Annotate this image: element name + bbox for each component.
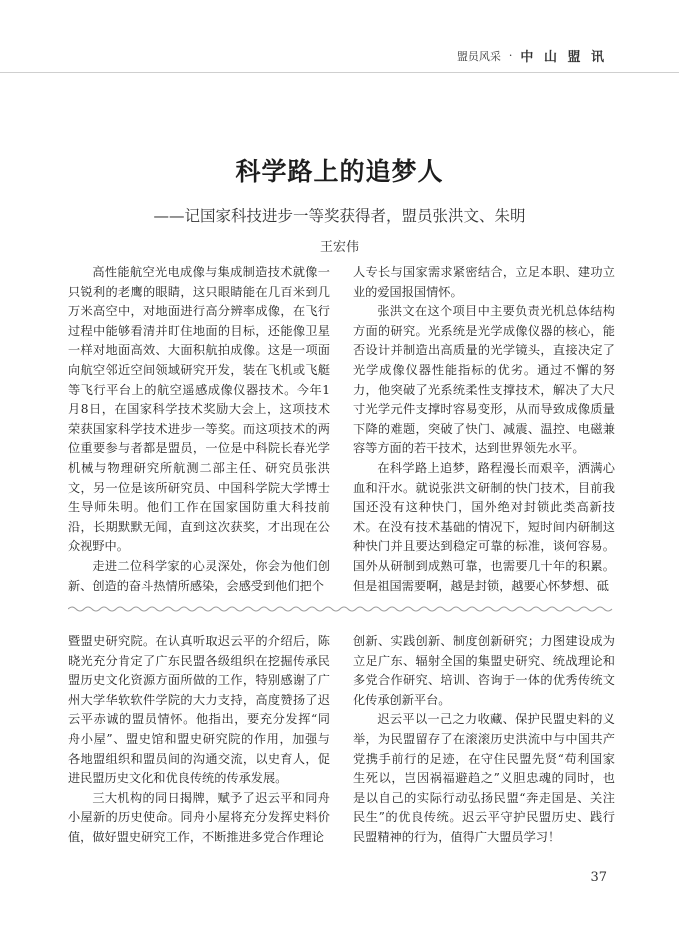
wavy-divider [68,603,613,615]
paragraph: 在科学路上追梦，路程漫长而艰辛，洒满心血和汗水。就说张洪文研制的快门技术，目前我国还没有这种快门，国外绝对封锁此类高新技术。在没有技术基础的情况下，短时间内研制这种快门并且要达到稳定可靠的标准，谈何容易。国外从研制到成熟可靠，也需要几十年的积累。但是祖国需要啊，越是封锁，越要心怀梦想、砥 [353,460,615,593]
body-column-top-right [353,263,615,596]
paragraph: 走进二位科学家的心灵深处，你会为他们创新、创造的奋斗热情所感染，会感受到他们把个 [68,558,330,593]
paragraph: 张洪文在这个项目中主要负责光机总体结构方面的研究。光系统是光学成像仪器的核心，能否设计并制造出高质量的光学镜头，直接决定了光学成像仪器性能指标的优劣。通过不懈的努力，他突破了光系统柔性支撑技术，解决了大尺寸光学元件支撑时容易变形，从而导致成像质量下降的难题，突破了快门、减震、温控、电磁兼容等方面的若干技术，达到世界领先水平。 [353,304,615,456]
paragraph-continued: 暨盟史研究院。在认真听取迟云平的介绍后，陈晓光充分肯定了广东民盟各级组织在挖掘传承民盟历史文化资源方面所做的工作，特别感谢了广州大学华软软件学院的大力支持，高度赞扬了迟云平赤诚的盟员情怀。他指出，要充分发挥“同舟小屋”、盟史馆和盟史研究院的作用，加强与各地盟组织和盟员间的沟通交流，以史育人，促进民盟历史文化和优良传统的传承发展。 [68,634,330,786]
running-header [457,46,607,65]
header-rule [0,72,679,73]
section-label: 盟员风采 [456,49,501,63]
body-column-bottom-right [353,632,615,848]
body-column-bottom-left [68,632,330,848]
paragraph: 三大机构的同日揭牌，赋予了迟云平和同舟小屋新的历史使命。同舟小屋将充分发挥史料价值，做好盟史研究工作，不断推进多党合作理论 [68,790,330,844]
article-author: 王宏伟 [319,240,359,255]
paragraph-continued: 创新、实践创新、制度创新研究；力图建设成为立足广东、辐射全国的集盟史研究、统战理论和多党合作研究、培训、咨询于一体的优秀传统文化传承创新平台。 [353,634,615,707]
header-separator: · [508,49,513,62]
paragraph: 迟云平以一己之力收藏、保护民盟史料的义举，为民盟留存了在滚滚历史洪流中与中国共产党携手前行的足迹，在守住民盟先贤“苟利国家生死以，岂因祸福避趋之”义胆忠魂的同时，也是以自己的实际行动弘扬民盟“奔走国是、关注民生”的优良传统。迟云平守护民盟历史、践行民盟精神的行为，值得广大盟员学习！ [353,712,615,844]
paragraph-continued: 人专长与国家需求紧密结合，立足本职、建功立业的爱国报国情怀。 [353,265,615,299]
paragraph: 高性能航空光电成像与集成制造技术就像一只锐利的老鹰的眼睛，这只眼睛能在几百米到几万米高空中，对地面进行高分辨率成像，在飞行过程中能够看清并盯住地面的目标，还能像卫星一样对地面高效、大面积航拍成像。这是一项面向航空邻近空间领域研究开发，装在飞机或飞艇等飞行平台上的航空遥感成像仪器技术。今年1月8日，在国家科学技术奖励大会上，这项技术荣获国家科学技术进步一等奖。而这项技术的两位重要参与者都是盟员，一位是中科院长春光学机械与物理研究所航测二部主任、研究员张洪文，另一位是该所研究员、中国科学院大学博士生导师朱明。他们工作在国家国防重大科技前沿，长期默默无闻，直到这次获奖，才出现在公众视野中。 [68,265,330,554]
page-number: 37 [590,870,607,885]
body-column-top-left [68,263,330,596]
article-subtitle: ——记国家科技进步一等奖获得者，盟员张洪文、朱明 [153,207,526,225]
article-title: 科学路上的追梦人 [235,157,444,186]
journal-brand: 中 山 盟 讯 [520,50,607,65]
